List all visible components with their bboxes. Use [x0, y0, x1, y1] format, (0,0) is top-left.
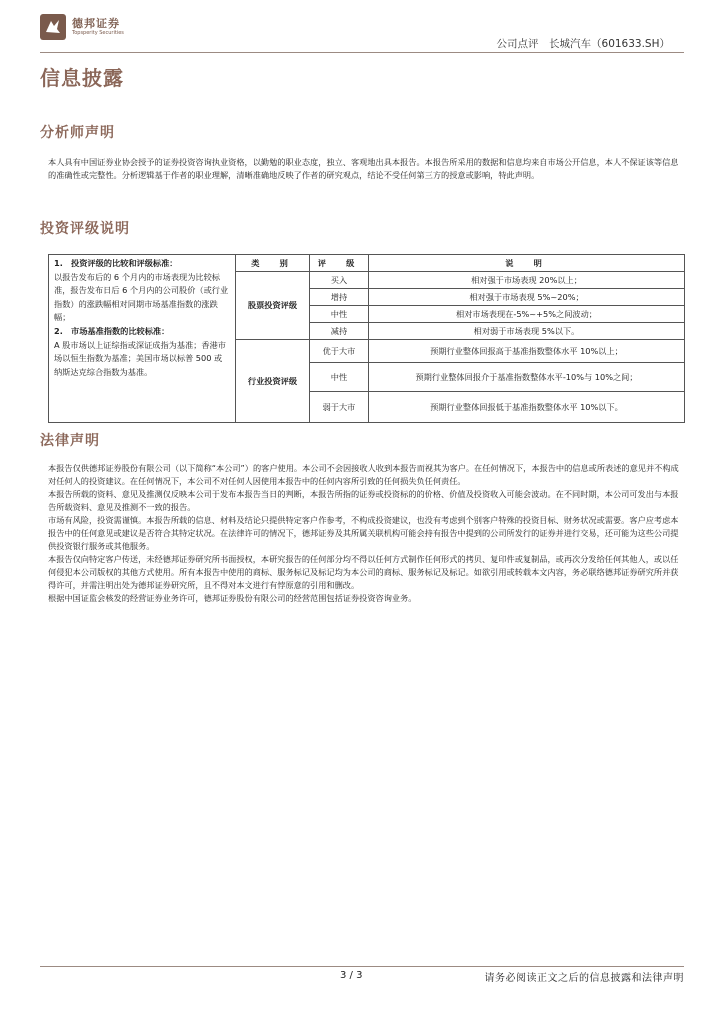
criteria-item-2: 2. 市场基准指数的比较标准： [54, 325, 170, 336]
criteria-heading-2: 市场基准指数的比较标准： [71, 325, 170, 336]
criteria-item-1: 1. 投资评级的比较和评级标准： [54, 258, 178, 268]
company-logo [40, 14, 160, 42]
report-meta [497, 36, 670, 51]
criteria-heading-1: 投资评级的比较和评级标准： [71, 258, 178, 268]
rating-section-title: 投资评级说明 [40, 221, 130, 237]
legal-paragraph: 根据中国证监会核发的经营证券业务许可，德邦证券股份有限公司的经营范围包括证券投资咨询业务。 [48, 593, 417, 603]
legal-paragraph: 本报告所载的资料、意见及推测仅反映本公司于发布本报告当日的判断，本报告所指的证券或投资标的的价格、价值及投资收入可能会波动。在不同时期，本公司可发出与本报告所载资料、意见及推测不一致的报告。 [48, 489, 679, 512]
legal-paragraph: 本报告仅供德邦证券股份有限公司（以下简称“本公司”）的客户使用。本公司不会因接收人收到本报告而视其为客户。在任何情况下，本报告中的信息或所表述的意见并不构成对任何人的投资建议。在任何情况下，本公司不对任何人因使用本报告中的任何内容所引致的任何损失负任何责任。 [48, 463, 679, 486]
desc-cell: 相对强于市场表现 5%~20%； [369, 289, 685, 306]
desc-cell: 预期行业整体回报低于基准指数整体水平 10%以下。 [369, 392, 685, 423]
desc-cell: 相对强于市场表现 20%以上； [369, 272, 685, 289]
legal-paragraph: 本报告仅向特定客户传送，未经德邦证券研究所书面授权，本研究报告的任何部分均不得以任何方式制作任何形式的拷贝、复印件或复制品，或再次分发给任何其他人，或以任何侵犯本公司版权的其他方式使用。所有本报告中使用的商标、服务标记及标记均为本公司的商标、服务标记及标记。如欲引用或转载本文内容，务必联络德邦证券研究所并获得许可，并需注明出处为德邦证券研究所，且不得对本文进行有悖原意的引用和删改。 [48, 554, 679, 590]
grade-cell: 减持 [310, 323, 369, 340]
logo-mark-icon [40, 14, 66, 40]
page-title: 信息披露 [40, 66, 124, 90]
grade-cell: 弱于大市 [310, 392, 369, 423]
group-industry-rating: 行业投资评级 [236, 340, 310, 423]
page-number: 3 / 3 [340, 970, 363, 981]
grade-cell: 中性 [310, 306, 369, 323]
analyst-section-title: 分析师声明 [40, 125, 115, 141]
criteria-text-1: 以报告发布后的 6 个月内的市场表现为比较标准，报告发布日后 6 个月内的公司股价（或行业指数）的涨跌幅相对同期市场基准指数的涨跌幅； [54, 271, 229, 323]
footer-divider [40, 966, 684, 967]
legal-paragraph: 市场有风险，投资需谨慎。本报告所载的信息、材料及结论只提供特定客户作参考，不构成投资建议，也没有考虑到个别客户特殊的投资目标、财务状况或需要。客户应考虑本报告中的任何意见或建议是否符合其特定状况。在法律许可的情况下，德邦证券及其所属关联机构可能会持有报告中提到的公司所发行的证券并进行交易，还可能为这些公司提供投资银行服务或其他服务。 [48, 515, 679, 551]
legal-section-title: 法律声明 [40, 433, 100, 449]
analyst-statement: 本人具有中国证券业协会授予的证券投资咨询执业资格，以勤勉的职业态度，独立、客观地出具本报告。本报告所采用的数据和信息均来自市场公开信息，本人不保证该等信息的准确性或完整性。分析逻辑基于作者的职业理解，清晰准确地反映了作者的研究观点，结论不受任何第三方的授意或影响，特此声明。 [48, 157, 679, 180]
rating-criteria-cell [49, 255, 236, 423]
table-header-row [49, 255, 685, 272]
header-grade: 评 级 [310, 255, 369, 272]
grade-cell: 中性 [310, 363, 369, 392]
desc-cell: 预期行业整体回报介于基准指数整体水平-10%与 10%之间； [369, 363, 685, 392]
rating-table [48, 254, 685, 423]
report-type: 公司点评 [496, 38, 539, 50]
desc-cell: 预期行业整体回报高于基准指数整体水平 10%以上； [369, 340, 685, 363]
legal-statement [48, 462, 682, 605]
footer-disclaimer: 请务必阅读正文之后的信息披露和法律声明 [484, 973, 684, 984]
grade-cell: 增持 [310, 289, 369, 306]
grade-cell: 买入 [310, 272, 369, 289]
group-stock-rating: 股票投资评级 [236, 272, 310, 340]
criteria-text-2: A 股市场以上证综指或深证成指为基准；香港市场以恒生指数为基准；美国市场以标普 500 或纳斯达克综合指数为基准。 [54, 339, 226, 377]
grade-cell: 优于大市 [310, 340, 369, 363]
desc-cell: 相对市场表现在-5%~+5%之间波动； [369, 306, 685, 323]
company-name: 长城汽车（601633.SH） [549, 38, 670, 50]
logo-text-en: Topsperity Securities [72, 30, 124, 36]
desc-cell: 相对弱于市场表现 5%以下。 [369, 323, 685, 340]
header-divider [40, 52, 684, 53]
header-category: 类 别 [236, 255, 310, 272]
header-description: 说 明 [369, 255, 685, 272]
logo-text-cn: 德邦证券 [72, 17, 120, 30]
